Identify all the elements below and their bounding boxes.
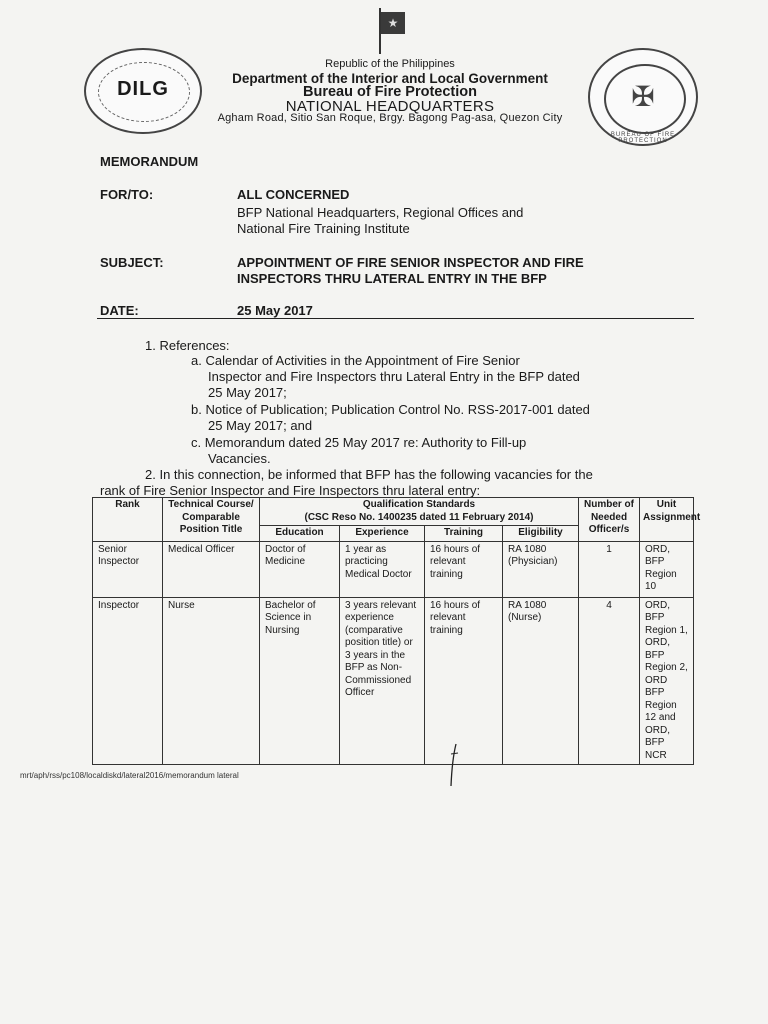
for-detail-1: BFP National Headquarters, Regional Offices and bbox=[237, 205, 524, 220]
cell-education: Bachelor of Science in Nursing bbox=[260, 597, 340, 765]
header-republic: Republic of the Philippines bbox=[325, 58, 455, 70]
header-rank: Rank bbox=[93, 498, 163, 542]
header-department: Department of the Interior and Local Government bbox=[232, 71, 548, 86]
subject-line-1: APPOINTMENT OF FIRE SENIOR INSPECTOR AND FIRE bbox=[237, 255, 584, 270]
cell-course: Medical Officer bbox=[163, 541, 260, 597]
ref-b-line-2: 25 May 2017; and bbox=[208, 418, 313, 433]
cell-rank: Inspector bbox=[93, 597, 163, 765]
references-heading: 1. References: bbox=[145, 338, 230, 353]
ref-c-line-1: c. Memorandum dated 25 May 2017 re: Authority to Fill-up bbox=[191, 435, 527, 450]
table-row bbox=[93, 597, 694, 765]
for-label: FOR/TO: bbox=[100, 187, 154, 202]
table-row bbox=[93, 541, 694, 597]
file-path-footer: mrt/aph/rss/pc108/localdiskd/lateral2016/memorandum lateral bbox=[20, 771, 239, 780]
for-value: ALL CONCERNED bbox=[237, 187, 350, 202]
date-value: 25 May 2017 bbox=[237, 303, 313, 318]
para-2-line-2: rank of Fire Senior Inspector and Fire Inspectors thru lateral entry: bbox=[100, 483, 481, 498]
header-address: Agham Road, Sitio San Roque, Brgy. Bagong Pag-asa, Quezon City bbox=[217, 112, 563, 124]
subject-label: SUBJECT: bbox=[100, 255, 164, 270]
cell-training: 16 hours of relevant training bbox=[425, 597, 503, 765]
cell-eligibility: RA 1080 (Physician) bbox=[503, 541, 579, 597]
cell-needed: 1 bbox=[579, 541, 640, 597]
para-2-line-1: 2. In this connection, be informed that BFP has the following vacancies for the bbox=[145, 467, 593, 482]
vacancies-table bbox=[92, 497, 701, 765]
pen-mark-icon bbox=[448, 742, 460, 788]
header-qualification-standards bbox=[260, 498, 579, 526]
cell-unit: ORD, BFP Region 1, ORD, BFP Region 2, ORD BFP Region 12 and ORD, BFP NCR bbox=[640, 597, 694, 765]
cell-unit: ORD, BFP Region 10 bbox=[640, 541, 694, 597]
cell-education: Doctor of Medicine bbox=[260, 541, 340, 597]
memo-type: MEMORANDUM bbox=[100, 154, 199, 169]
header-training: Training bbox=[425, 526, 503, 542]
qs-title: Qualification Standards bbox=[362, 499, 476, 510]
ref-a-line-2: Inspector and Fire Inspectors thru Lateral Entry in the BFP dated bbox=[208, 369, 580, 384]
ref-b-line-1: b. Notice of Publication; Publication Control No. RSS-2017-001 dated bbox=[191, 402, 590, 417]
header-bureau: Bureau of Fire Protection bbox=[302, 84, 478, 100]
ref-a-line-3: 25 May 2017; bbox=[208, 385, 287, 400]
cell-needed: 4 bbox=[579, 597, 640, 765]
header-technical-course: Technical Course/ Comparable Position Title bbox=[163, 498, 260, 542]
ref-a-line-1: a. Calendar of Activities in the Appointment of Fire Senior bbox=[191, 353, 520, 368]
header-hq: NATIONAL HEADQUARTERS bbox=[285, 98, 495, 115]
maltese-cross-icon: ✠ bbox=[631, 81, 655, 112]
cell-experience: 3 years relevant experience (comparative position title) or 3 years in the BFP as Non-Commissioned Officer bbox=[340, 597, 425, 765]
qs-subtitle: (CSC Reso No. 1400235 dated 11 February 2014) bbox=[304, 511, 534, 523]
star-icon: ★ bbox=[387, 16, 399, 30]
subject-line-2: INSPECTORS THRU LATERAL ENTRY IN THE BFP bbox=[237, 271, 547, 286]
header-divider bbox=[97, 318, 694, 319]
header-experience: Experience bbox=[340, 526, 425, 542]
header-unit-assignment: Unit Assignment bbox=[640, 498, 694, 542]
cell-course: Nurse bbox=[163, 597, 260, 765]
bfp-seal-text: BUREAU OF FIRE PROTECTION bbox=[610, 132, 676, 144]
dilg-seal-text: DILG bbox=[117, 78, 169, 100]
ref-c-line-2: Vacancies. bbox=[208, 451, 271, 466]
header-eligibility: Eligibility bbox=[503, 526, 579, 542]
header-education: Education bbox=[260, 526, 340, 542]
cell-rank: Senior Inspector bbox=[93, 541, 163, 597]
cell-eligibility: RA 1080 (Nurse) bbox=[503, 597, 579, 765]
date-label: DATE: bbox=[100, 303, 139, 318]
table-header-row bbox=[93, 498, 694, 526]
for-detail-2: National Fire Training Institute bbox=[237, 221, 410, 236]
cell-training: 16 hours of relevant training bbox=[425, 541, 503, 597]
cell-experience: 1 year as practicing Medical Doctor bbox=[340, 541, 425, 597]
header-needed: Number of Needed Officer/s bbox=[579, 498, 640, 542]
